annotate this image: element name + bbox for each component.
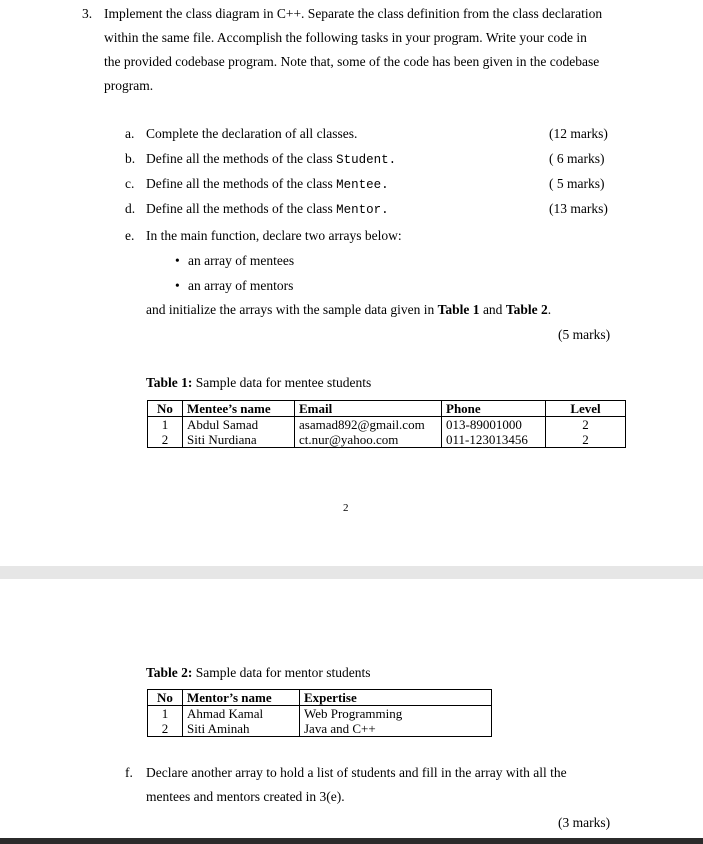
table-row <box>148 721 492 737</box>
table-row <box>148 417 626 433</box>
bullet-mentors: an array of mentors <box>188 278 294 293</box>
cell-no: 1 <box>148 417 183 433</box>
col-no: No <box>148 690 183 706</box>
task-d-text: Define all the methods of the class Mentor. <box>146 201 389 217</box>
class-name-mentor: Mentor. <box>336 203 389 217</box>
bullet-mentees: an array of mentees <box>188 253 295 268</box>
class-name-mentee: Mentee. <box>336 178 389 192</box>
table1-reference: Table 1 <box>437 302 480 317</box>
task-e-marks: (5 marks) <box>558 327 611 342</box>
col-mentee-name: Mentee’s name <box>183 401 295 417</box>
cell-level: 2 <box>546 417 626 433</box>
task-e-text: In the main function, declare two arrays below: <box>146 228 402 243</box>
task-a-letter: a. <box>125 126 135 141</box>
col-no: No <box>148 401 183 417</box>
intro-line-3: the provided codebase program. Note that, some of the code has been given in the codebase <box>104 54 600 69</box>
task-a-text: Complete the declaration of all classes. <box>146 126 358 141</box>
task-c-text: Define all the methods of the class Mentee. <box>146 176 389 192</box>
bullet-icon: • <box>175 253 180 268</box>
task-d-marks: (13 marks) <box>549 201 608 216</box>
document-page-2 <box>0 579 703 844</box>
cell-name: Abdul Samad <box>183 417 295 433</box>
cell-no: 2 <box>148 721 183 737</box>
table2-caption: Table 2: Sample data for mentor students <box>146 665 371 680</box>
task-c-marks: ( 5 marks) <box>549 176 605 191</box>
col-mentor-name: Mentor’s name <box>183 690 300 706</box>
task-f-letter: f. <box>125 765 133 780</box>
task-e-init-line: and initialize the arrays with the sample data given in Table 1 and Table 2. <box>146 302 552 317</box>
class-name-student: Student. <box>336 153 397 167</box>
col-phone: Phone <box>442 401 546 417</box>
question-number: 3. <box>82 6 93 21</box>
col-expertise: Expertise <box>300 690 492 706</box>
bullet-icon: • <box>175 278 180 293</box>
cell-expertise: Java and C++ <box>300 721 492 737</box>
cell-name: Siti Nurdiana <box>183 432 295 448</box>
cell-email: asamad892@gmail.com <box>295 417 442 433</box>
cell-level: 2 <box>546 432 626 448</box>
table1-caption: Table 1: Sample data for mentee students <box>146 375 372 390</box>
col-level: Level <box>546 401 626 417</box>
cell-expertise: Web Programming <box>300 706 492 722</box>
table-row <box>148 706 492 722</box>
task-b-letter: b. <box>125 151 136 166</box>
cell-phone: 011-123013456 <box>442 432 546 448</box>
cell-email: ct.nur@yahoo.com <box>295 432 442 448</box>
cell-no: 1 <box>148 706 183 722</box>
intro-line-2: within the same file. Accomplish the following tasks in your program. Write your code in <box>104 30 587 45</box>
task-e-letter: e. <box>125 228 135 243</box>
task-f-marks: (3 marks) <box>558 815 611 830</box>
intro-line-1: Implement the class diagram in C++. Separate the class definition from the class declaration <box>104 6 603 21</box>
task-f-line-2: mentees and mentors created in 3(e). <box>146 789 345 804</box>
cell-no: 2 <box>148 432 183 448</box>
taskbar-strip <box>0 838 703 844</box>
table-row <box>148 432 626 448</box>
task-d-letter: d. <box>125 201 136 216</box>
task-f-line-1: Declare another array to hold a list of students and fill in the array with all the <box>146 765 567 780</box>
page-number: 2 <box>343 502 349 514</box>
task-c-letter: c. <box>125 176 135 191</box>
mentor-table <box>147 689 492 737</box>
cell-name: Siti Aminah <box>183 721 300 737</box>
cell-name: Ahmad Kamal <box>183 706 300 722</box>
table2-reference: Table 2 <box>505 302 548 317</box>
cell-phone: 013-89001000 <box>442 417 546 433</box>
intro-line-4: program. <box>104 78 154 93</box>
task-b-marks: ( 6 marks) <box>549 151 605 166</box>
col-email: Email <box>295 401 442 417</box>
task-a-marks: (12 marks) <box>549 126 608 141</box>
task-b-text: Define all the methods of the class Student. <box>146 151 397 167</box>
mentee-table <box>147 400 626 448</box>
